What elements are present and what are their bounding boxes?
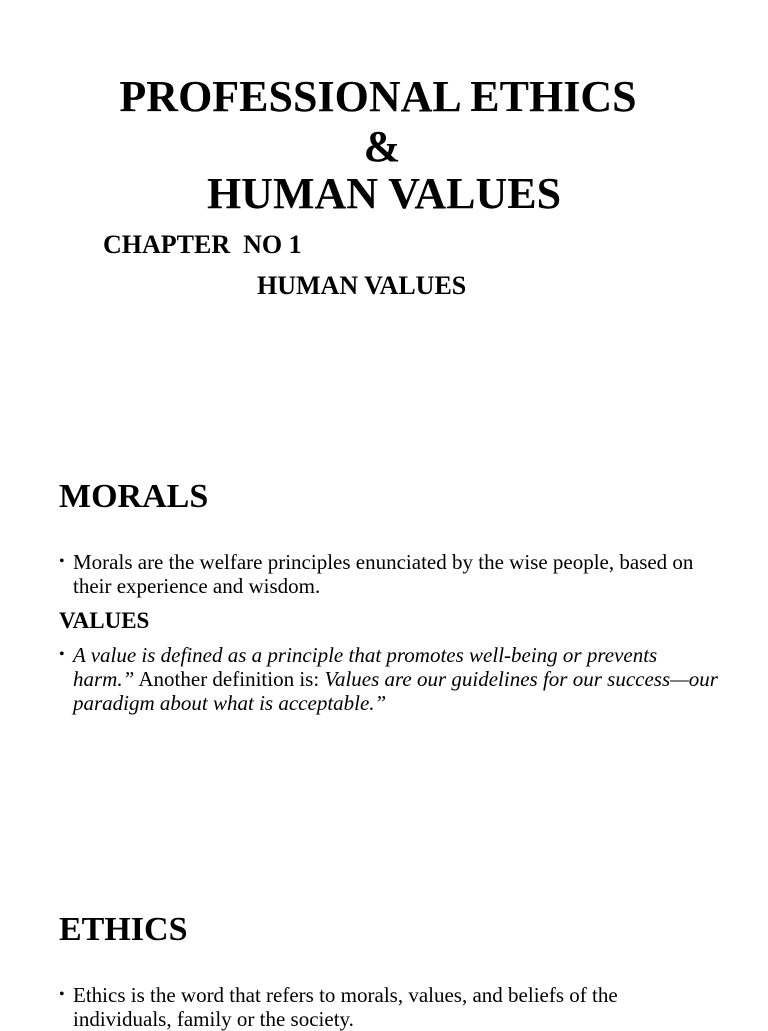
chapter-title: HUMAN VALUES	[257, 271, 467, 300]
values-bullet-text	[73, 643, 719, 715]
morals-bullet-text: Morals are the welfare principles enunciated by the wise people, based on their experience and wisdom.	[73, 550, 694, 598]
values-heading: VALUES	[59, 608, 150, 633]
bullet-glyph: •	[59, 646, 65, 663]
bullet-glyph: •	[59, 553, 65, 570]
title-ampersand: &	[363, 122, 401, 171]
values-definition-2: Values are our guidelines for our success—our paradigm about what is acceptable.”	[73, 667, 718, 715]
ethics-heading: ETHICS	[59, 911, 188, 948]
title-line-3: HUMAN VALUES	[206, 169, 562, 218]
morals-bullet	[59, 550, 719, 598]
values-definition-1: A value is defined as a principle that promotes well-being or prevents harm.”	[73, 643, 658, 691]
chapter-number: CHAPTER NO 1	[103, 230, 302, 259]
title-line-1: PROFESSIONAL ETHICS	[119, 72, 637, 121]
bullet-glyph: •	[59, 986, 65, 1003]
values-bullet	[59, 643, 719, 715]
morals-heading: MORALS	[59, 478, 209, 515]
values-connector: Another definition is:	[134, 667, 325, 691]
ethics-bullet-text: Ethics is the word that refers to morals, values, and beliefs of the individuals, family or the society.	[73, 983, 618, 1031]
